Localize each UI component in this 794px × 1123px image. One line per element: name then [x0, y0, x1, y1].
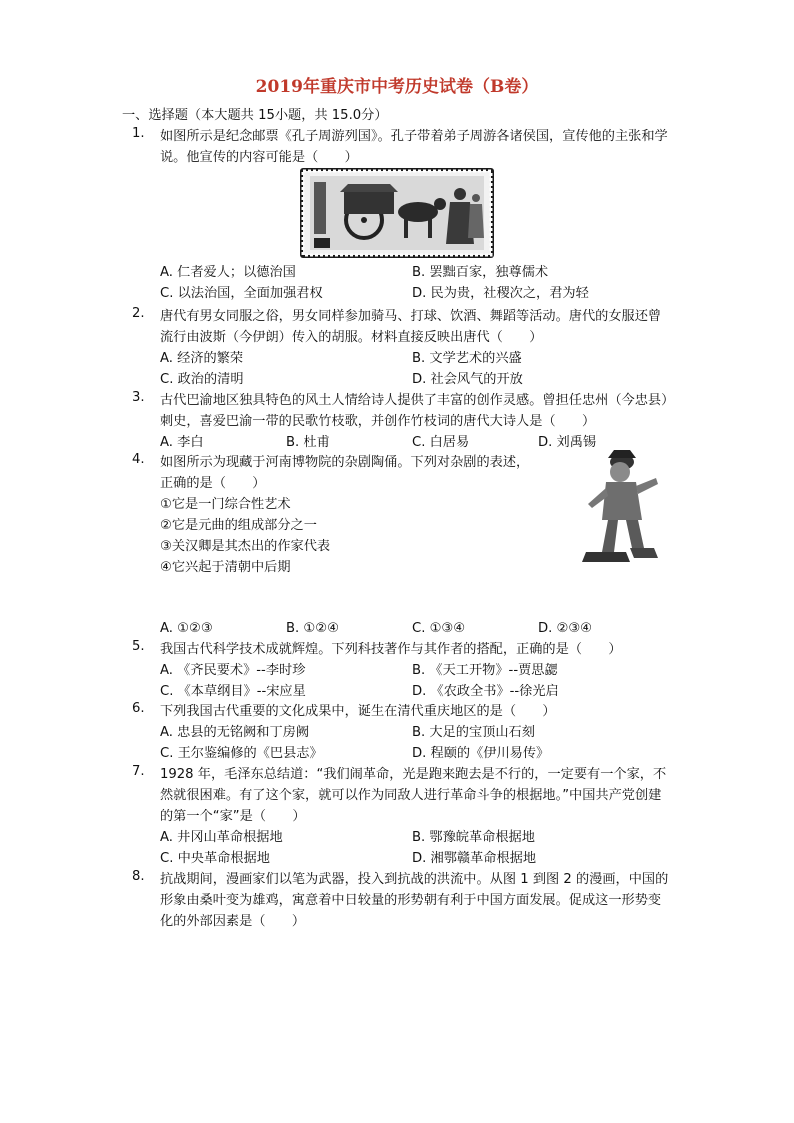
statement-4: ④它兴起于清朝中后期: [160, 560, 291, 575]
options-group: [160, 348, 672, 390]
option-c[interactable]: C. ①③④: [412, 621, 466, 636]
question-5: [132, 639, 672, 702]
question-stem: 1928 年，毛泽东总结道：“我们闹革命，光是跑来跑去是不行的，一定要有一个家，不然就很困难。有了这个家，就可以作为同敌人进行革命斗争的根据地。”中国共产党创建的第一个“家”是（ ）: [160, 767, 667, 824]
options-group: [160, 660, 672, 702]
option-d[interactable]: D. 湘鄂赣革命根据地: [412, 851, 537, 866]
question-3: [132, 390, 672, 453]
option-a[interactable]: A. ①②③: [160, 621, 213, 636]
option-b[interactable]: B. 杜甫: [286, 435, 330, 450]
options-group: [160, 262, 672, 304]
statement-2: ②它是元曲的组成部分之一: [160, 518, 317, 533]
option-d[interactable]: D. 社会风气的开放: [412, 372, 523, 387]
option-c[interactable]: C. 白居易: [412, 435, 470, 450]
page-title: 2019年重庆市中考历史试卷（B卷）: [255, 77, 539, 97]
question-2: [132, 306, 672, 390]
question-number: 2.: [132, 306, 145, 321]
question-number: 1.: [132, 126, 145, 141]
options-group: [160, 722, 672, 764]
stem-line: 正确的是（ ）: [160, 476, 266, 491]
option-c[interactable]: C. 中央革命根据地: [160, 851, 270, 866]
option-d[interactable]: D. 程颐的《伊川易传》: [412, 746, 550, 761]
option-d[interactable]: D. 刘禹锡: [538, 435, 597, 450]
option-d[interactable]: D. ②③④: [538, 621, 593, 636]
option-b[interactable]: B. 大足的宝顶山石刻: [412, 725, 535, 740]
question-1: [132, 126, 672, 168]
option-b[interactable]: B. ①②④: [286, 621, 339, 636]
question-stem: 如图所示是纪念邮票《孔子周游列国》。孔子带着弟子周游各诸侯国，宣传他的主张和学说。他宣传的内容可能是（ ）: [160, 129, 668, 165]
question-4-options: [132, 618, 672, 639]
option-c[interactable]: C. 以法治国，全面加强君权: [160, 286, 323, 301]
option-a[interactable]: A. 李白: [160, 435, 204, 450]
question-number: 8.: [132, 869, 145, 884]
option-d[interactable]: D. 《农政全书》--徐光启: [412, 684, 559, 699]
option-c[interactable]: C. 政治的清明: [160, 372, 244, 387]
option-a[interactable]: A. 忠县的无铭阙和丁房阙: [160, 725, 310, 740]
option-b[interactable]: B. 罢黜百家，独尊儒术: [412, 265, 549, 280]
question-7: [132, 764, 672, 869]
option-a[interactable]: A. 《齐民要术》--李时珍: [160, 663, 306, 678]
question-number: 5.: [132, 639, 145, 654]
question-stem: 古代巴渝地区独具特色的风土人情给诗人提供了丰富的创作灵感。曾担任忠州（今忠县）刺史，喜爱巴渝一带的民歌竹枝歌，并创作竹枝词的唐代大诗人是（ ）: [160, 393, 668, 429]
confucius-stamp-image: [300, 168, 494, 258]
option-b[interactable]: B. 鄂豫皖革命根据地: [412, 830, 535, 845]
question-6: [132, 701, 672, 764]
option-b[interactable]: B. 《天工开物》--贾思勰: [412, 663, 558, 678]
options-group: [160, 827, 672, 869]
option-c[interactable]: C. 王尔鉴编修的《巴县志》: [160, 746, 323, 761]
question-number: 7.: [132, 764, 145, 779]
question-number: 3.: [132, 390, 145, 405]
question-number: 6.: [132, 701, 145, 716]
options-group: [160, 618, 672, 639]
question-stem: 我国古代科学技术成就辉煌。下列科技著作与其作者的搭配，正确的是（ ）: [160, 642, 622, 657]
statement-3: ③关汉卿是其杰出的作家代表: [160, 539, 331, 554]
section-heading: 一、选择题（本大题共 15小题，共 15.0分）: [122, 108, 388, 123]
option-a[interactable]: A. 井冈山革命根据地: [160, 830, 283, 845]
option-d[interactable]: D. 民为贵，社稷次之，君为轻: [412, 286, 589, 301]
zaju-pottery-figurine-image: [578, 448, 662, 568]
question-stem: 抗战期间，漫画家们以笔为武器，投入到抗战的洪流中。从图 1 到图 2 的漫画，中国的形象由桑叶变为雄鸡，寓意着中日较量的形势朝有利于中国方面发展。促成这一形势变化的外部因素是（ ）: [160, 872, 669, 929]
option-b[interactable]: B. 文学艺术的兴盛: [412, 351, 522, 366]
question-stem: 唐代有男女同服之俗，男女同样参加骑马、打球、饮酒、舞蹈等活动。唐代的女服还曾流行由波斯（今伊朗）传入的胡服。材料直接反映出唐代（ ）: [160, 309, 662, 345]
option-a[interactable]: A. 仁者爱人；以德治国: [160, 265, 296, 280]
question-8: [132, 869, 672, 932]
question-number: 4.: [132, 452, 145, 467]
stem-line: 如图所示为现藏于河南博物院的杂剧陶俑。下列对杂剧的表述，: [160, 455, 530, 470]
option-a[interactable]: A. 经济的繁荣: [160, 351, 244, 366]
option-c[interactable]: C. 《本草纲目》--宋应星: [160, 684, 306, 699]
statement-1: ①它是一门综合性艺术: [160, 497, 291, 512]
question-1-options: [132, 262, 672, 304]
question-stem: 下列我国古代重要的文化成果中，诞生在清代重庆地区的是（ ）: [160, 704, 556, 719]
